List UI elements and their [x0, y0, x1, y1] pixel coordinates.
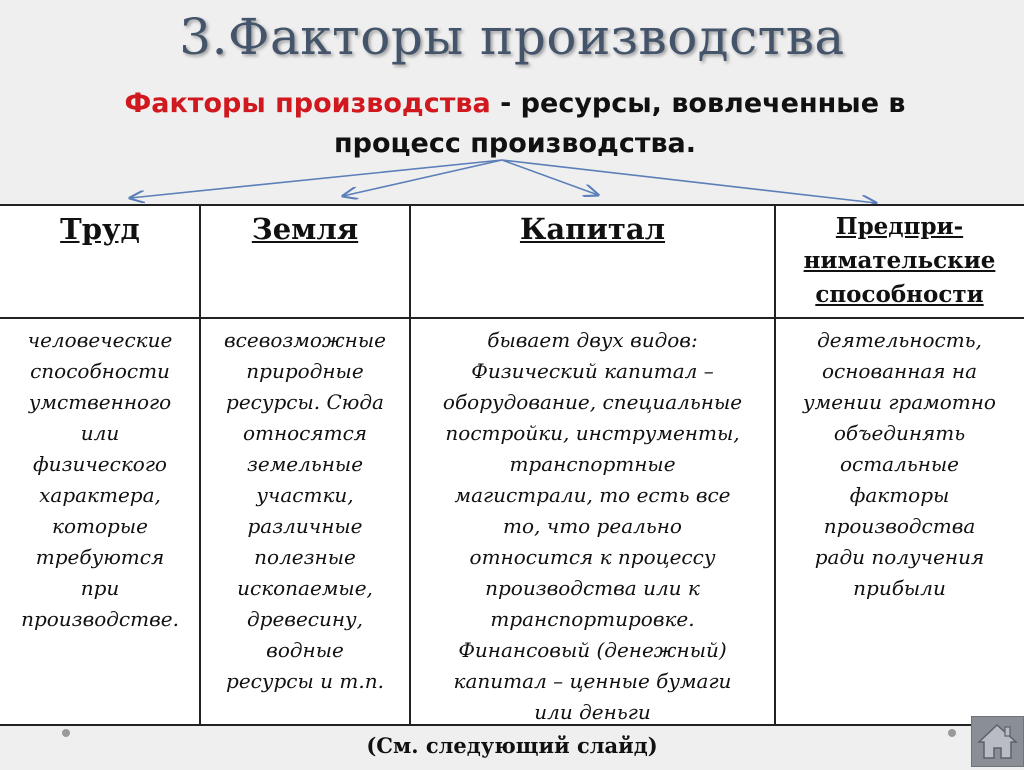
- header-entrepreneurship-line: способности: [815, 281, 984, 308]
- cell-line: факторы: [849, 483, 950, 507]
- cell-line: или деньги: [534, 700, 651, 724]
- cell-line: прибыли: [853, 576, 946, 600]
- definition-line-2: процесс производства.: [333, 128, 697, 159]
- cell-line: постройки, инструменты,: [445, 421, 740, 445]
- cell-line: различные: [247, 514, 363, 538]
- cell-line: остальные: [839, 452, 960, 476]
- cell-labor: [0, 319, 200, 726]
- cell-line: физического: [33, 452, 167, 476]
- definition-text: - ресурсы, вовлеченные в: [490, 88, 906, 119]
- cell-capital: [410, 319, 775, 726]
- cell-line: транспортные: [509, 452, 676, 476]
- cell-line: ресурсы. Сюда: [226, 390, 384, 414]
- cell-line: капитал – ценные бумаги: [453, 669, 732, 693]
- header-entrepreneurship: [775, 204, 1024, 317]
- header-entrepreneurship-line: нимательские: [803, 247, 996, 274]
- cell-line: то, что реально: [503, 514, 682, 538]
- home-button[interactable]: [971, 716, 1024, 767]
- cell-line: характера,: [39, 483, 161, 507]
- cell-line: транспортировке.: [490, 607, 695, 631]
- cell-line: основанная на: [822, 359, 977, 383]
- cell-line: всевозможные: [224, 328, 386, 352]
- cell-line: объединять: [833, 421, 966, 445]
- header-capital-text: Капитал: [519, 212, 666, 246]
- cell-line: древесину,: [246, 607, 363, 631]
- header-land: [200, 204, 410, 317]
- header-capital: [410, 204, 775, 317]
- cell-line: при: [80, 576, 120, 600]
- cell-line: Финансовый (денежный): [458, 638, 727, 662]
- header-land-text: Земля: [251, 212, 359, 246]
- cell-line: водные: [266, 638, 344, 662]
- arrow-to-entrepreneurship: [502, 160, 876, 203]
- arrow-to-land: [343, 160, 502, 196]
- cell-line: оборудование, специальные: [442, 390, 743, 414]
- cell-line: производства или к: [485, 576, 700, 600]
- cell-line: требуются: [35, 545, 165, 569]
- definition-line-1: [40, 84, 990, 124]
- cell-line: полезные: [254, 545, 356, 569]
- header-labor-text: Труд: [60, 212, 140, 246]
- cell-line: ради получения: [814, 545, 985, 569]
- slide-title: 3.Факторы производства: [179, 8, 845, 66]
- arrow-to-labor: [130, 160, 502, 198]
- cell-line: относятся: [242, 421, 368, 445]
- cell-line: способности: [30, 359, 170, 383]
- header-labor: [0, 204, 200, 317]
- factors-table: [0, 204, 1024, 726]
- cell-line: человеческие: [27, 328, 173, 352]
- cell-line: или: [80, 421, 120, 445]
- cell-line: ископаемые,: [237, 576, 373, 600]
- cell-line: магистрали, то есть все: [454, 483, 731, 507]
- cell-line: бывает двух видов:: [487, 328, 698, 352]
- home-icon: [972, 717, 1023, 766]
- definition: [40, 84, 990, 164]
- cell-entrepreneurship: [775, 319, 1024, 726]
- cell-line: земельные: [246, 452, 364, 476]
- cell-line: деятельность,: [817, 328, 982, 352]
- footer-note: (См. следующий слайд): [366, 733, 658, 758]
- cell-line: природные: [246, 359, 364, 383]
- cell-line: относится к процессу: [469, 545, 716, 569]
- cell-line: участки,: [256, 483, 354, 507]
- cell-line: умении грамотно: [803, 390, 996, 414]
- cell-line: производства: [823, 514, 976, 538]
- cell-line: которые: [52, 514, 148, 538]
- cell-line: Физический капитал –: [471, 359, 714, 383]
- header-entrepreneurship-line: Предпри-: [835, 213, 964, 240]
- cell-line: умственного: [28, 390, 172, 414]
- arrow-to-capital: [502, 160, 598, 195]
- cell-line: производстве.: [21, 607, 179, 631]
- definition-term: Факторы производства: [124, 88, 491, 119]
- cell-land: [200, 319, 410, 726]
- cell-line: ресурсы и т.п.: [226, 669, 384, 693]
